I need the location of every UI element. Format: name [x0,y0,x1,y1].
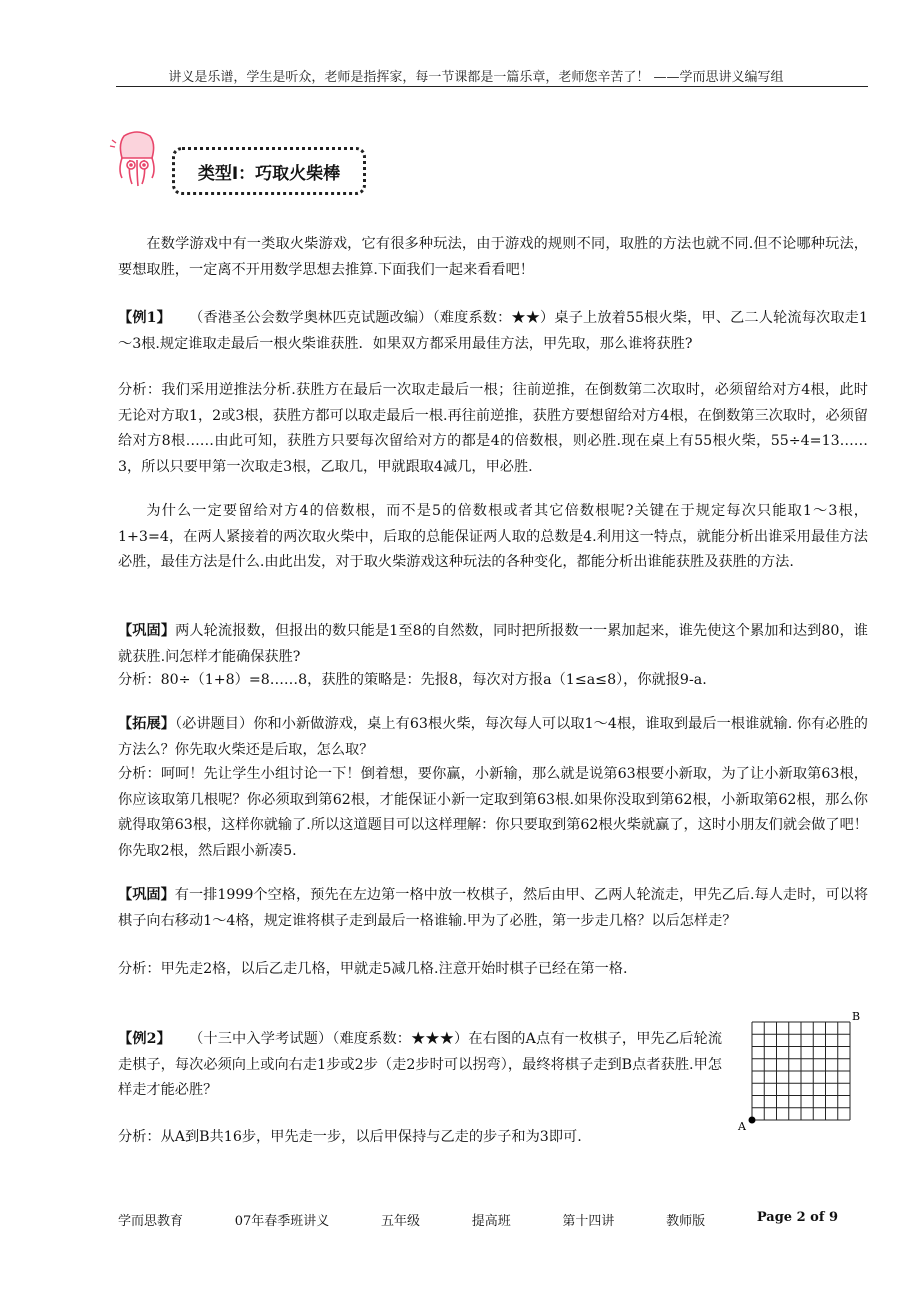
example1-analysis: 分析：我们采用逆推法分析.获胜方在最后一次取走最后一根；往前逆推，在倒数第二次取时，必须留给对方4根，此时无论对方取1，2或3根，获胜方都可以取走最后一根.再往前逆推，获胜方要想留给对方4根，在倒数第三次取时，必须留给对方8根……由此可知，获胜方只要每次留给对方的都是4的倍数根，则必胜.现在桌上有55根火柴，55÷4=13……3，所以只要甲第一次取走3根，乙取几，甲就跟取4减几，甲必胜. [118,382,868,475]
consolidate1-tag: 【巩固】 [118,623,176,639]
section-title-text: 类型Ⅰ：巧取火柴棒 [197,163,341,184]
point-a-marker [749,1117,756,1124]
extension-tag: 【拓展】 [118,716,175,732]
example2-text: （十三中入学考试题）（难度系数：★★★）在右图的A点有一枚棋子，甲先乙后轮流走棋子，每次必须向上或向右走1步或2步（走2步时可以拐弯），最终将棋子走到B点者获胜.甲怎样走才能必胜？ [118,1031,723,1098]
footer-grade: 五年级 [380,1214,420,1229]
consolidate2-question [118,883,868,934]
section-title [172,147,366,195]
footer-org: 学而思教育 [118,1214,184,1229]
extension-text: （必讲题目）你和小新做游戏，桌上有63根火柴，每次每人可以取1～4根，谁取到最后一根谁就输. 你有必胜的方法么？你先取火柴还是后取，怎么取？ [118,716,868,758]
consolidate1-question [118,619,868,670]
grid-lines [752,1022,850,1120]
page-footer [118,1210,838,1229]
consolidate1-analysis: 分析：80÷（1+8）=8……8，获胜的策略是：先报8，每次对方报a（1≤a≤8），你就报9-a. [118,672,707,688]
header-rule [116,86,868,87]
point-b-label: B [852,1010,861,1023]
chessboard-grid-figure [734,1010,864,1132]
consolidate1-text: 两人轮流报数，但报出的数只能是1至8的自然数，同时把所报数一一累加起来，谁先使这个累加和达到80，谁就获胜.问怎样才能确保获胜? [118,623,868,665]
point-a-label: A [738,1120,746,1132]
squid-mascot-icon [104,130,170,196]
extension-question [118,712,868,763]
example2-analysis: 分析：从A到B共16步，甲先走一步，以后甲保持与乙走的步子和为3即可. [118,1129,582,1145]
consolidate2-analysis: 分析：甲先走2格，以后乙走几格，甲就走5减几格.注意开始时棋子已经在第一格. [118,961,628,977]
footer-term: 07年春季班讲义 [234,1214,330,1229]
page-header: 讲义是乐谱，学生是听众，老师是指挥家，每一节课都是一篇乐章，老师您辛苦了！ ——学而思讲义编写组 [168,70,784,85]
consolidate2-text: 有一排1999个空格，预先在左边第一格中放一枚棋子，然后由甲、乙两人轮流走，甲先乙后.每人走时，可以将棋子向右移动1～4格，规定谁将棋子走到最后一格谁输.甲为了必胜，第一步走几格？以后怎样走？ [118,887,869,929]
example2-tag: 【例2】 [118,1031,171,1047]
consolidate2-tag: 【巩固】 [118,887,175,903]
example1-text: （香港圣公会数学奥林匹克试题改编）（难度系数：★★）桌子上放着55根火柴，甲、乙二人轮流每次取走1～3根.规定谁取走最后一根火柴谁获胜．如果双方都采用最佳方法，甲先取，那么谁将获胜? [118,310,869,352]
intro-paragraph: 在数学游戏中有一类取火柴游戏，它有很多种玩法，由于游戏的规则不同，取胜的方法也就不同.但不论哪种玩法，要想取胜，一定离不开用数学思想去推算.下面我们一起来看看吧！ [118,236,868,278]
example1-question [118,306,868,357]
footer-lesson: 第十四讲 [562,1214,615,1229]
footer-edition: 教师版 [666,1214,706,1229]
example1-tag: 【例1】 [118,310,171,326]
example2-question [118,1027,722,1104]
example1-analysis2: 为什么一定要留给对方4的倍数根，而不是5的倍数根或者其它倍数根呢?关键在于规定每次只能取1～3根，1+3=4，在两人紧接着的两次取火柴中，后取的总能保证两人取的总数是4.利用这一特点，就能分析出谁采用最佳方法必胜，最佳方法是什么.由此出发，对于取火柴游戏这种玩法的各种变化，都能分析出谁能获胜及获胜的方法. [118,503,868,570]
footer-page-number: Page 2 of 9 [756,1210,838,1225]
footer-level: 提高班 [471,1214,511,1229]
extension-analysis: 分析：呵呵！先让学生小组讨论一下！倒着想，要你赢，小新输，那么就是说第63根要小新取，为了让小新取第63根，你应该取第几根呢？你必须取到第62根，才能保证小新一定取到第63根.如果你没取到第62根，小新取第62根，那么你就得取第63根，这样你就输了.所以这道题目可以这样理解：你只要取到第62根火柴就赢了，这时小朋友们就会做了吧！你先取2根，然后跟小新凑5. [118,766,868,859]
